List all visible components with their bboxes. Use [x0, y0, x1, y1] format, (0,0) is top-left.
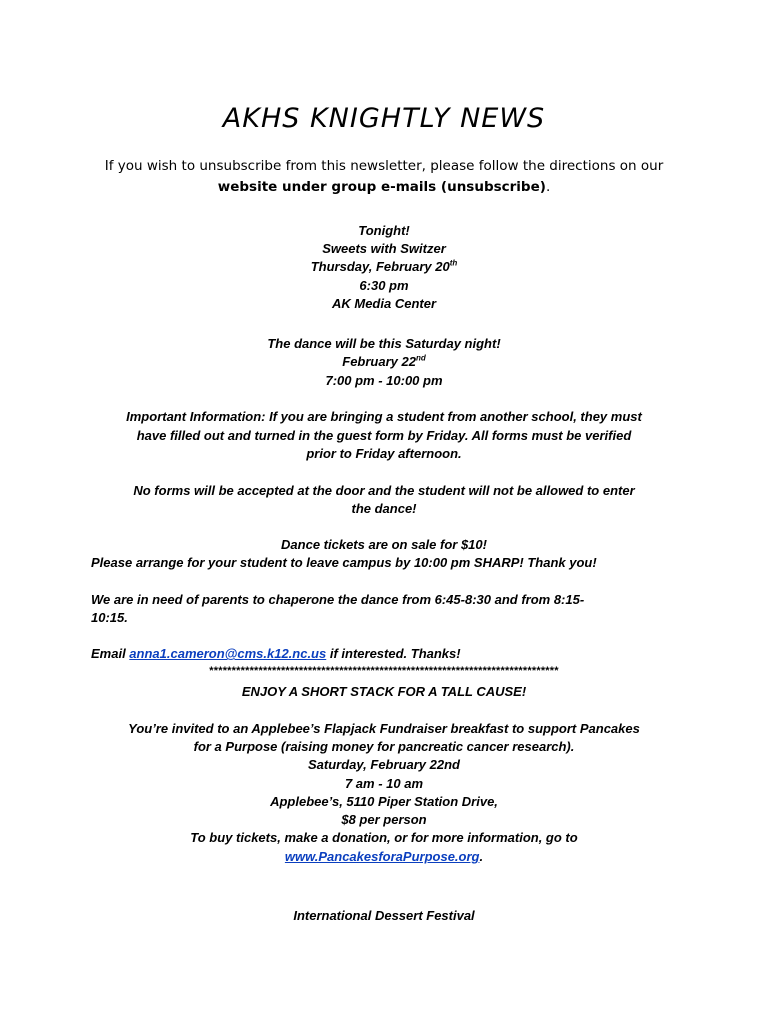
pancakes-line-1: You’re invited to an Applebee’s Flapjack Fundraiser breakfast to support Pancakes: [128, 721, 640, 736]
pancakes-place: Applebee’s, 5110 Piper Station Drive,: [270, 794, 498, 809]
tickets-line-1: Dance tickets are on sale for $10!: [281, 537, 487, 552]
tickets-line-2: Please arrange for your student to leave campus by 10:00 pm SHARP! Thank you!: [91, 555, 597, 570]
pancakes-info: To buy tickets, make a donation, or for more information, go to: [190, 830, 578, 845]
dance-heading: The dance will be this Saturday night!: [267, 336, 501, 351]
chaperone-line-1: We are in need of parents to chaperone the dance from 6:45-8:30 and from 8:15-: [91, 592, 585, 607]
important-line-2: have filled out and turned in the guest form by Friday. All forms must be verified: [136, 428, 632, 443]
unsubscribe-line-2: website under group e-mails (unsubscribe).: [217, 179, 551, 195]
festival-heading: International Dessert Festival: [293, 908, 475, 923]
pancakes-heading: ENJOY A SHORT STACK FOR A TALL CAUSE!: [241, 684, 527, 699]
email-line: Email anna1.cameron@cms.k12.nc.us if interested. Thanks!: [91, 646, 461, 661]
pancakes-price: $8 per person: [341, 812, 427, 827]
no-forms-line-1: No forms will be accepted at the door and the student will not be allowed to enter: [133, 483, 635, 498]
tonight-event: Sweets with Switzer: [322, 241, 446, 256]
tonight-place: AK Media Center: [331, 296, 437, 311]
important-line-1: Important Information: If you are bringing a student from another school, they must: [126, 409, 642, 424]
tonight-time: 6:30 pm: [359, 278, 409, 293]
no-forms-line-2: the dance!: [351, 501, 417, 516]
chaperone-line-2: 10:15.: [91, 610, 128, 625]
divider: ******************************************************************************: [209, 665, 559, 677]
dance-date: February 22nd: [342, 353, 426, 369]
pancakes-time: 7 am - 10 am: [344, 776, 424, 791]
email-link[interactable]: anna1.cameron@cms.k12.nc.us: [129, 646, 327, 661]
tonight-heading: Tonight!: [358, 223, 410, 238]
important-line-3: prior to Friday afternoon.: [306, 446, 462, 461]
pancakes-line-2: for a Purpose (raising money for pancreatic cancer research).: [193, 739, 575, 754]
tonight-date: Thursday, February 20th: [310, 258, 458, 274]
pancakes-link-line: www.PancakesforaPurpose.org.: [284, 849, 484, 864]
dance-time: 7:00 pm - 10:00 pm: [325, 373, 443, 388]
pancakes-link[interactable]: www.PancakesforaPurpose.org: [284, 849, 480, 864]
pancakes-date: Saturday, February 22nd: [308, 757, 460, 772]
unsubscribe-instructions: website under group e-mails (unsubscribe): [217, 179, 546, 195]
newsletter-title: AKHS KNIGHTLY NEWS: [222, 103, 546, 134]
unsubscribe-line-1: If you wish to unsubscribe from this newsletter, please follow the directions on our: [104, 158, 664, 174]
